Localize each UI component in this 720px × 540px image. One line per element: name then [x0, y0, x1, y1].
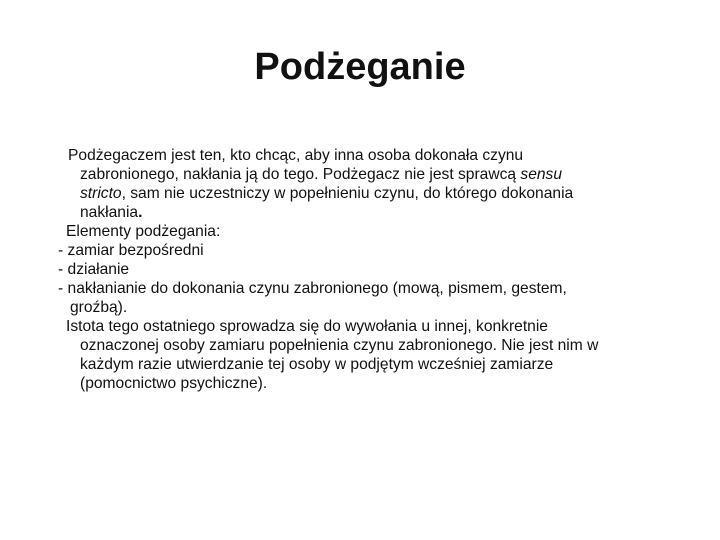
- slide-body: [58, 146, 698, 393]
- list-item-text: - nakłanianie do dokonania czynu zabronionego (mową, pismem, gestem,: [58, 280, 567, 297]
- list-item-text: - działanie: [58, 261, 130, 278]
- list-item-text: - zamiar bezpośredni: [58, 242, 204, 259]
- definition-line-2: [70, 165, 698, 184]
- list-item-zamiar: [58, 241, 698, 260]
- definition-line-4: [70, 203, 698, 222]
- list-item-naklanianie: [58, 279, 698, 317]
- istota-line-1: Istota tego ostatniego sprowadza się do wywołania u innej, konkretnie: [66, 318, 548, 335]
- istota-paragraph: [58, 317, 698, 393]
- istota-line-4: (pomocnictwo psychiczne).: [80, 375, 268, 392]
- definition-line-4-dot: .: [138, 204, 143, 221]
- definition-line-1: Podżegaczem jest ten, kto chcąc, aby inna osoba dokonała czynu: [68, 147, 524, 164]
- definition-line-4-text: nakłania: [80, 204, 139, 221]
- list-item-text-cont: groźbą).: [70, 299, 128, 316]
- definition-italic-stricto: stricto: [80, 185, 122, 202]
- definition-paragraph: [58, 146, 698, 222]
- definition-line-3-text: , sam nie uczestniczy w popełnieniu czynu, do którego dokonania: [121, 185, 574, 202]
- definition-italic-sensu: sensu: [520, 166, 563, 183]
- slide-title: Podżeganie: [254, 46, 466, 88]
- istota-line-3: każdym razie utwierdzanie tej osoby w podjętym wcześniej zamiarze: [80, 356, 554, 373]
- elements-heading: Elementy podżegania:: [66, 223, 221, 240]
- istota-line-2: oznaczonej osoby zamiaru popełnienia czynu zabronionego. Nie jest nim w: [80, 337, 599, 354]
- definition-line-3: [70, 184, 698, 203]
- list-item-dzialanie: [58, 260, 698, 279]
- definition-line-2-text: zabronionego, nakłania ją do tego. Podżegacz nie jest sprawcą: [80, 166, 521, 183]
